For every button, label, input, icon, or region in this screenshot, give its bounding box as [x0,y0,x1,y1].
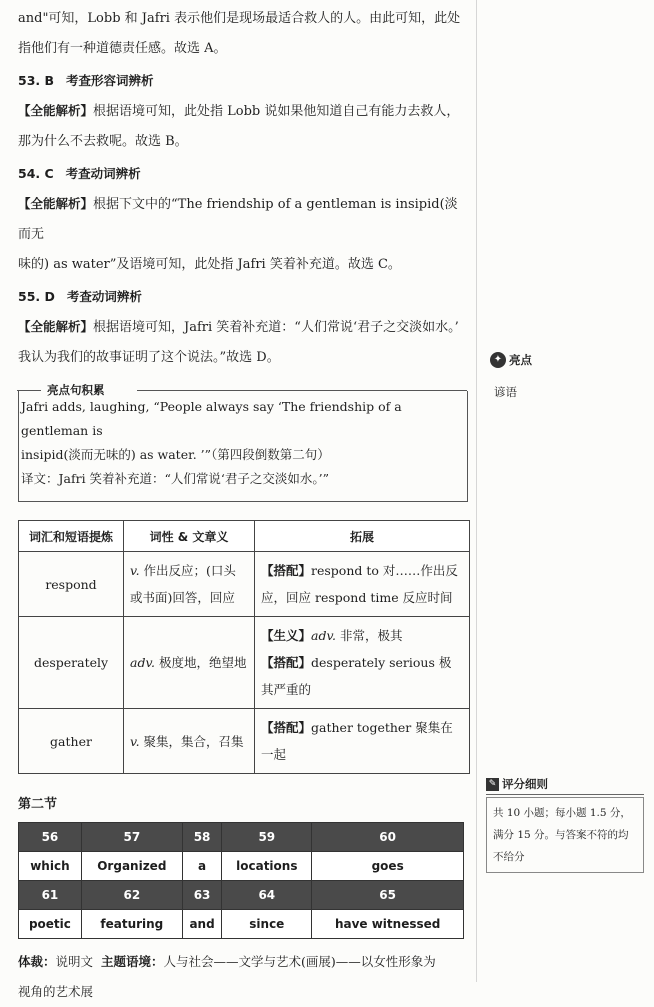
intro-line: 指他们有一种道德责任感。故选 A。 [18,41,227,56]
analysis-tag: 【全能解析】 [18,103,94,118]
vocab-word: desperately [19,617,124,709]
analysis-line: 我认为我们的故事证明了这个说法。”故选 D。 [18,350,280,365]
analysis-tag: 【全能解析】 [18,319,94,334]
answer-number: 56 [19,823,82,852]
answer-word: and [182,910,221,939]
answer-number: 62 [81,881,182,910]
answer-number: 65 [312,881,464,910]
answer-number: 58 [182,823,221,852]
scoring-rules-label: 评分细则 [502,777,548,791]
vocab-extension: 【搭配】gather together 聚集在一起 [255,709,470,774]
genre-line: 体裁：说明文 主题语境：人与社会——文学与艺术(画展)——以女性形象为 视角的艺术展 [18,954,436,999]
analysis-line: 【全能解析】根据下文中的“The friendship of a gentleman is insipid(淡而无 [18,196,458,242]
table-row [19,709,470,774]
vocab-extension: 【生义】adv. 非常，极其 【搭配】desperately serious 极其严重的 [255,617,470,709]
vocab-meaning: adv. 极度地，绝望地 [124,617,255,709]
question-type: 考查动词辨析 [66,289,142,304]
answer-word: a [182,852,221,881]
question-number: 54. C [18,166,54,181]
answer-word: which [19,852,82,881]
sidebar-scoring-rules [486,776,644,873]
bulb-icon: ✦ [490,352,506,368]
question-number: 53. B [18,73,55,88]
highlight-line: Jafri adds, laughing, “People always say ‘The friendship of a gentleman is [21,399,402,438]
intro-line: and"可知，Lobb 和 Jafri 表示他们是现场最适合救人的人。由此可知，此处 [18,11,461,26]
highlight-box-title: 亮点句积累 [43,382,109,398]
vocab-word: respond [19,552,124,617]
question-type: 考查形容词辨析 [66,73,154,88]
answer-number: 57 [81,823,182,852]
answer-word: featuring [81,910,182,939]
answer-number: 59 [222,823,312,852]
question-heading [18,66,470,96]
table-header: 词性 & 文章义 [124,521,255,552]
highlight-translation: 译文：Jafri 笑着补充道：“人们常说‘君子之交淡如水。’” [21,471,330,486]
question-number: 55. D [18,289,55,304]
sidebar-highlight-note: 谚语 [494,385,517,399]
table-header: 拓展 [255,521,470,552]
vocab-table [18,520,470,774]
table-row [19,552,470,617]
highlight-sentence-box [18,383,468,502]
scoring-rules-text: 共 10 小题；每小题 1.5 分，满分 15 分。与答案不符的均不给分 [486,797,644,873]
answer-word: goes [312,852,464,881]
question-heading [18,282,470,312]
answer-word: since [222,910,312,939]
answer-number: 64 [222,881,312,910]
answer-word: have witnessed [312,910,464,939]
main-column [18,0,470,1007]
analysis-line: 【全能解析】根据语境可知，Jafri 笑着补充道：“人们常说‘君子之交淡如水。’ [18,319,459,335]
question-type: 考查动词辨析 [65,166,141,181]
answer-number: 60 [312,823,464,852]
vocab-meaning: v. 作出反应；(口头或书面)回答，回应 [124,552,255,617]
analysis-line: 那为什么不去救呢。故选 B。 [18,134,188,149]
analysis-tag: 【全能解析】 [18,196,94,211]
answer-word: locations [222,852,312,881]
answer-number: 63 [182,881,221,910]
vocab-word: gather [19,709,124,774]
table-row [19,617,470,709]
answer-word: Organized [81,852,182,881]
vocab-extension: 【搭配】respond to 对……作出反应，回应 respond time 反应时间 [255,552,470,617]
vocab-meaning: v. 聚集，集合，召集 [124,709,255,774]
highlight-line: insipid(淡而无味的) as water. ’”（第四段倒数第二句） [21,447,330,462]
sidebar-highlight-label: 亮点 [509,353,532,367]
answer-number: 61 [19,881,82,910]
analysis-line: 【全能解析】根据语境可知，此处指 Lobb 说如果他知道自己有能力去救人， [18,103,460,119]
pen-icon: ✎ [486,778,499,791]
column-divider [476,0,477,982]
answer-word: poetic [19,910,82,939]
section-title: 第二节 [18,797,58,812]
answer-table [18,822,464,939]
analysis-line: 味的) as water”及语境可知，此处指 Jafri 笑着补充道。故选 C。 [18,257,401,272]
table-header: 词汇和短语提炼 [19,521,124,552]
sidebar-highlight [490,352,640,400]
question-heading [18,159,470,189]
